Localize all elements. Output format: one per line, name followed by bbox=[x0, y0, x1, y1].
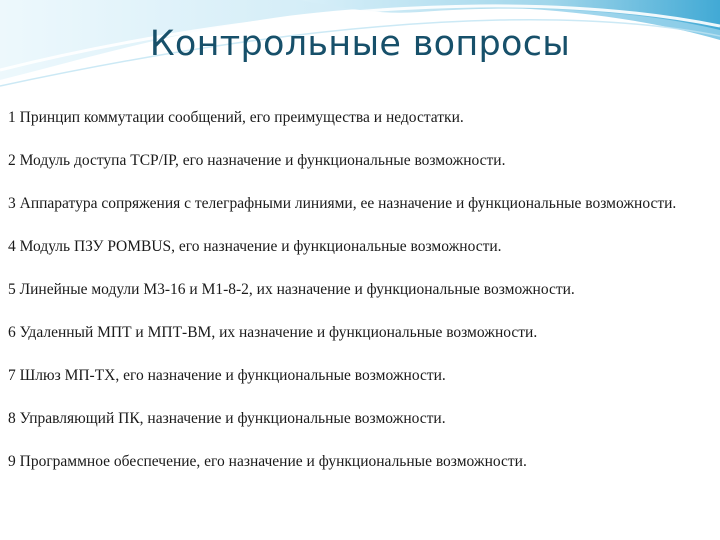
list-item: 3 Аппаратура сопряжения с телеграфными линиями, ее назначение и функциональные возможности. bbox=[8, 195, 677, 212]
list-item: 4 Модуль ПЗУ POMBUS, его назначение и функциональные возможности. bbox=[8, 238, 502, 255]
list-item: 5 Линейные модули М3-16 и М1-8-2, их назначение и функциональные возможности. bbox=[8, 281, 575, 298]
questions-list bbox=[8, 108, 708, 495]
list-item: 7 Шлюз МП-TX, его назначение и функциональные возможности. bbox=[8, 367, 446, 384]
list-item: 9 Программное обеспечение, его назначение и функциональные возможности. bbox=[8, 453, 527, 470]
list-item: 6 Удаленный МПТ и МПТ-ВМ, их назначение и функциональные возможности. bbox=[8, 324, 538, 341]
list-item: 2 Модуль доступа TCP/IP, его назначение и функциональные возможности. bbox=[8, 152, 506, 169]
list-item: 1 Принцип коммутации сообщений, его преимущества и недостатки. bbox=[8, 109, 464, 126]
page-title: Контрольные вопросы bbox=[149, 24, 571, 64]
list-item: 8 Управляющий ПК, назначение и функциональные возможности. bbox=[8, 410, 446, 427]
